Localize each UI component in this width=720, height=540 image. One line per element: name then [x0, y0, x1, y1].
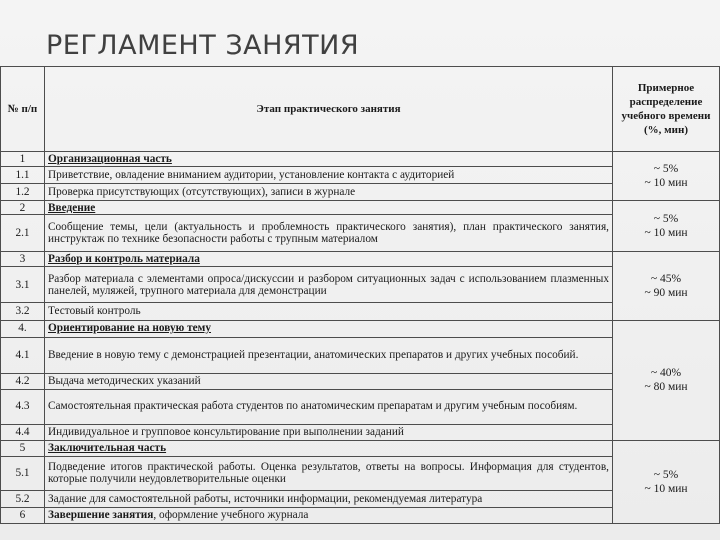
row-text: Приветствие, овладение вниманием аудитории, установление контакта с аудиторией: [45, 167, 613, 184]
row-text: Сообщение темы, цели (актуальность и проблемность практического занятия), план практического занятия, инструктаж по технике безопасности работы с трупным материалом: [45, 215, 613, 252]
row-number: 3.1: [1, 267, 45, 303]
row-number: 2: [1, 201, 45, 215]
schedule-table: [0, 66, 720, 524]
row-text: Ориентирование на новую тему: [48, 322, 211, 335]
row-number: 4.1: [1, 337, 45, 373]
table-row: [1, 184, 720, 201]
time-cell: [613, 152, 720, 201]
row-text: , оформление учебного журнала: [153, 509, 309, 522]
time-percent: ~ 45%: [650, 272, 682, 285]
row-text-wrapper: [45, 507, 613, 523]
row-number: 3: [1, 252, 45, 267]
row-number: 5: [1, 440, 45, 456]
row-text: Разбор материала с элементами опроса/дискуссии и разбором ситуационных задач с использованием плазменных панелей, муляжей, трупного материала для демонстрации: [45, 267, 613, 303]
row-text: Введение в новую тему с демонстрацией презентации, анатомических препаратов и других учебных пособий.: [45, 337, 613, 373]
header-stage: Этап практического занятия: [45, 67, 613, 152]
table-row: [1, 303, 720, 320]
row-number: 2.1: [1, 215, 45, 252]
row-text: Самостоятельная практическая работа студентов по анатомическим препаратам и другим учебным пособиям.: [45, 389, 613, 424]
row-number: 3.2: [1, 303, 45, 320]
row-text: Подведение итогов практической работы. Оценка результатов, ответы на вопросы. Информация для студентов, которые получили неудовлетворительные оценки: [45, 456, 613, 490]
row-number: 1: [1, 152, 45, 167]
row-text: Индивидуальное и групповое консультирование при выполнении заданий: [45, 424, 613, 440]
time-percent: ~ 40%: [650, 367, 682, 380]
table-row: [1, 440, 720, 456]
table-row: [1, 424, 720, 440]
row-number: 1.1: [1, 167, 45, 184]
row-number: 5.1: [1, 456, 45, 490]
time-cell: [613, 201, 720, 252]
row-number: 4.: [1, 320, 45, 337]
row-text: Организационная часть: [48, 152, 172, 165]
time-minutes: ~ 10 мин: [644, 482, 688, 495]
header-time: Примерное распределение учебного времени (%, мин): [613, 67, 720, 152]
time-percent: ~ 5%: [653, 468, 679, 481]
table-row: [1, 320, 720, 337]
row-text: Задание для самостоятельной работы, источники информации, рекомендуемая литература: [45, 490, 613, 507]
time-cell: [613, 440, 720, 523]
row-number: 4.2: [1, 373, 45, 389]
table-row: [1, 456, 720, 490]
row-number: 5.2: [1, 490, 45, 507]
time-minutes: ~ 80 мин: [644, 381, 688, 394]
row-text-bold: Завершение занятия: [48, 509, 154, 522]
row-text: Тестовый контроль: [45, 303, 613, 320]
row-number: 4.3: [1, 389, 45, 424]
time-minutes: ~ 10 мин: [644, 227, 688, 240]
row-text: Заключительная часть: [48, 442, 167, 455]
table-row: [1, 152, 720, 167]
table-header-row: [1, 67, 720, 152]
table-row: [1, 215, 720, 252]
row-number: 6: [1, 507, 45, 523]
table-row: [1, 252, 720, 267]
time-percent: ~ 5%: [653, 163, 679, 176]
time-minutes: ~ 90 мин: [644, 286, 688, 299]
row-text: Проверка присутствующих (отсутствующих), записи в журнале: [45, 184, 613, 201]
table-row: [1, 201, 720, 215]
page-title: РЕГЛАМЕНТ ЗАНЯТИЯ: [46, 30, 360, 61]
time-minutes: ~ 10 мин: [644, 177, 688, 190]
row-text: Введение: [48, 201, 96, 214]
table-row: [1, 389, 720, 424]
row-text: Выдача методических указаний: [45, 373, 613, 389]
table-row: [1, 337, 720, 373]
table-row: [1, 373, 720, 389]
row-number: 1.2: [1, 184, 45, 201]
table-row: [1, 507, 720, 523]
time-percent: ~ 5%: [653, 213, 679, 226]
table-row: [1, 167, 720, 184]
row-number: 4.4: [1, 424, 45, 440]
row-text: Разбор и контроль материала: [48, 253, 200, 266]
time-cell: [613, 252, 720, 320]
table-row: [1, 490, 720, 507]
header-num: № п/п: [1, 67, 45, 152]
table-row: [1, 267, 720, 303]
time-cell: [613, 320, 720, 440]
